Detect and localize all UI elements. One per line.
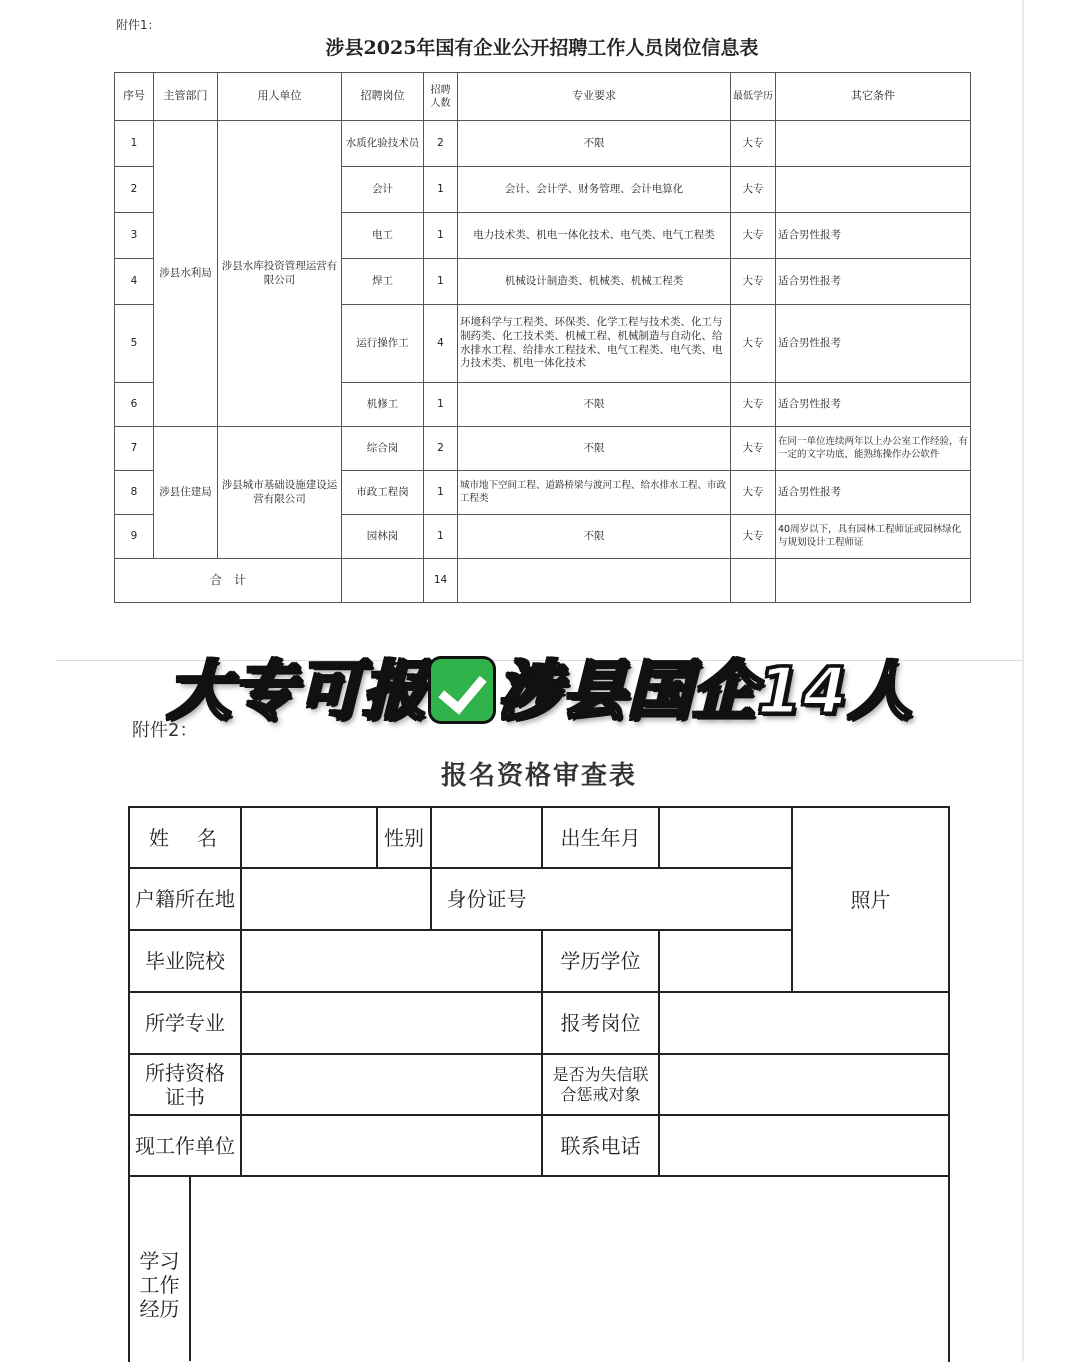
row-count: 4 [424,305,458,383]
banner-text-right: 涉县国企14人 [496,655,914,729]
header-position: 招聘岗位 [342,73,424,121]
row-count: 1 [424,515,458,559]
row-major: 不限 [458,427,731,471]
rule [189,1175,191,1361]
label-school: 毕业院校 [145,949,225,973]
row-education: 大专 [731,305,776,383]
row-seq: 2 [115,167,154,213]
row-count: 1 [424,167,458,213]
employer-cell: 涉县水库投资管理运营有限公司 [218,121,342,427]
header-education: 最低学历 [731,73,776,121]
row-education: 大专 [731,383,776,427]
row-position: 运行操作工 [342,305,424,383]
row-seq: 8 [115,471,154,515]
table-row [115,121,971,167]
row-other [776,167,971,213]
table-header-row [115,73,971,121]
row-education: 大专 [731,515,776,559]
row-major: 会计、会计学、财务管理、会计电算化 [458,167,731,213]
row-count: 1 [424,383,458,427]
header-employer: 用人单位 [218,73,342,121]
total-position-blank [342,559,424,603]
header-count: 招聘人数 [424,73,458,121]
row-major: 不限 [458,515,731,559]
row-count: 1 [424,259,458,305]
position-table-title: 涉县2025年国有企业公开招聘工作人员岗位信息表 [325,37,759,59]
label-gender: 性别 [384,825,424,850]
row-position: 市政工程岗 [342,471,424,515]
row-other: 适合男性报考 [776,213,971,259]
row-education: 大专 [731,471,776,515]
row-position: 会计 [342,167,424,213]
total-count: 14 [424,559,458,603]
row-other [776,121,971,167]
row-major: 电力技术类、机电一体化技术、电气类、电气工程类 [458,213,731,259]
row-count: 2 [424,121,458,167]
row-seq: 9 [115,515,154,559]
header-major: 专业要求 [458,73,731,121]
rule [128,1175,950,1177]
label-id-number: 身份证号 [446,887,527,911]
label-employer: 现工作单位 [135,1133,235,1158]
total-row [115,559,971,603]
rule [128,1053,950,1055]
employer-cell: 涉县城市基础设施建设运营有限公司 [218,427,342,559]
total-major-blank [458,559,731,603]
rule [658,929,660,1176]
header-department: 主管部门 [154,73,218,121]
row-count: 1 [424,213,458,259]
label-degree: 学历学位 [560,949,641,973]
row-other: 适合男性报考 [776,305,971,383]
label-certificate: 所持资格证书 [145,1060,225,1109]
row-position: 综合岗 [342,427,424,471]
total-other-blank [776,559,971,603]
row-seq: 5 [115,305,154,383]
banner-text-left: 大专可报 [166,655,427,729]
row-education: 大专 [731,121,776,167]
row-other: 适合男性报考 [776,471,971,515]
rule [128,991,950,993]
department-cell: 涉县水利局 [154,121,218,427]
label-phone: 联系电话 [560,1133,641,1158]
row-seq: 6 [115,383,154,427]
rule [128,1114,950,1116]
label-position: 报考岗位 [560,1011,641,1035]
row-count: 2 [424,427,458,471]
row-education: 大专 [731,427,776,471]
row-other: 适合男性报考 [776,259,971,305]
row-education: 大专 [731,213,776,259]
table-row [115,427,971,471]
row-major: 机械设计制造类、机械类、机械工程类 [458,259,731,305]
header-seq: 序号 [115,73,154,121]
annex-2-label: 附件2： [132,720,198,741]
department-cell: 涉县住建局 [154,427,218,559]
label-experience: 学习工作经历 [139,1249,180,1321]
row-other: 适合男性报考 [776,383,971,427]
label-hukou: 户籍所在地 [135,887,235,911]
row-education: 大专 [731,167,776,213]
row-position: 机修工 [342,383,424,427]
total-education-blank [731,559,776,603]
row-seq: 1 [115,121,154,167]
row-seq: 4 [115,259,154,305]
row-education: 大专 [731,259,776,305]
label-major: 所学专业 [145,1011,225,1035]
label-photo: 照片 [850,887,891,912]
total-label: 合 计 [115,559,342,603]
row-major: 城市地下空间工程、道路桥梁与渡河工程、给水排水工程、市政工程类 [458,471,731,515]
row-major: 环境科学与工程类、环保类、化学工程与技术类、化工与制药类、化工技术类、机械工程、机械制造与自动化、给水排水工程、给排水工程技术、电气工程类、电气类、电力技术类、机电一体化技术 [458,305,731,383]
annex-1-label: 附件1： [116,18,160,32]
rule [240,806,242,1176]
review-form-title: 报名资格审查表 [440,761,637,791]
row-position: 水质化验技术员 [342,121,424,167]
row-major: 不限 [458,121,731,167]
row-seq: 3 [115,213,154,259]
row-count: 1 [424,471,458,515]
label-birth: 出生年月 [560,825,641,850]
label-credit-status: 是否为失信联合惩戒对象 [552,1065,649,1104]
row-other: 在同一单位连续两年以上办公室工作经验，有一定的文字功底，能熟练操作办公软件 [776,427,971,471]
row-position: 焊工 [342,259,424,305]
position-info-table [114,72,971,603]
row-position: 电工 [342,213,424,259]
rule [658,806,660,868]
row-seq: 7 [115,427,154,471]
row-other: 40周岁以下，具有园林工程师证或园林绿化与规划设计工程师证 [776,515,971,559]
label-name: 姓 名 [149,825,221,850]
row-position: 园林岗 [342,515,424,559]
header-other: 其它条件 [776,73,971,121]
row-major: 不限 [458,383,731,427]
check-mark-icon [431,659,493,721]
